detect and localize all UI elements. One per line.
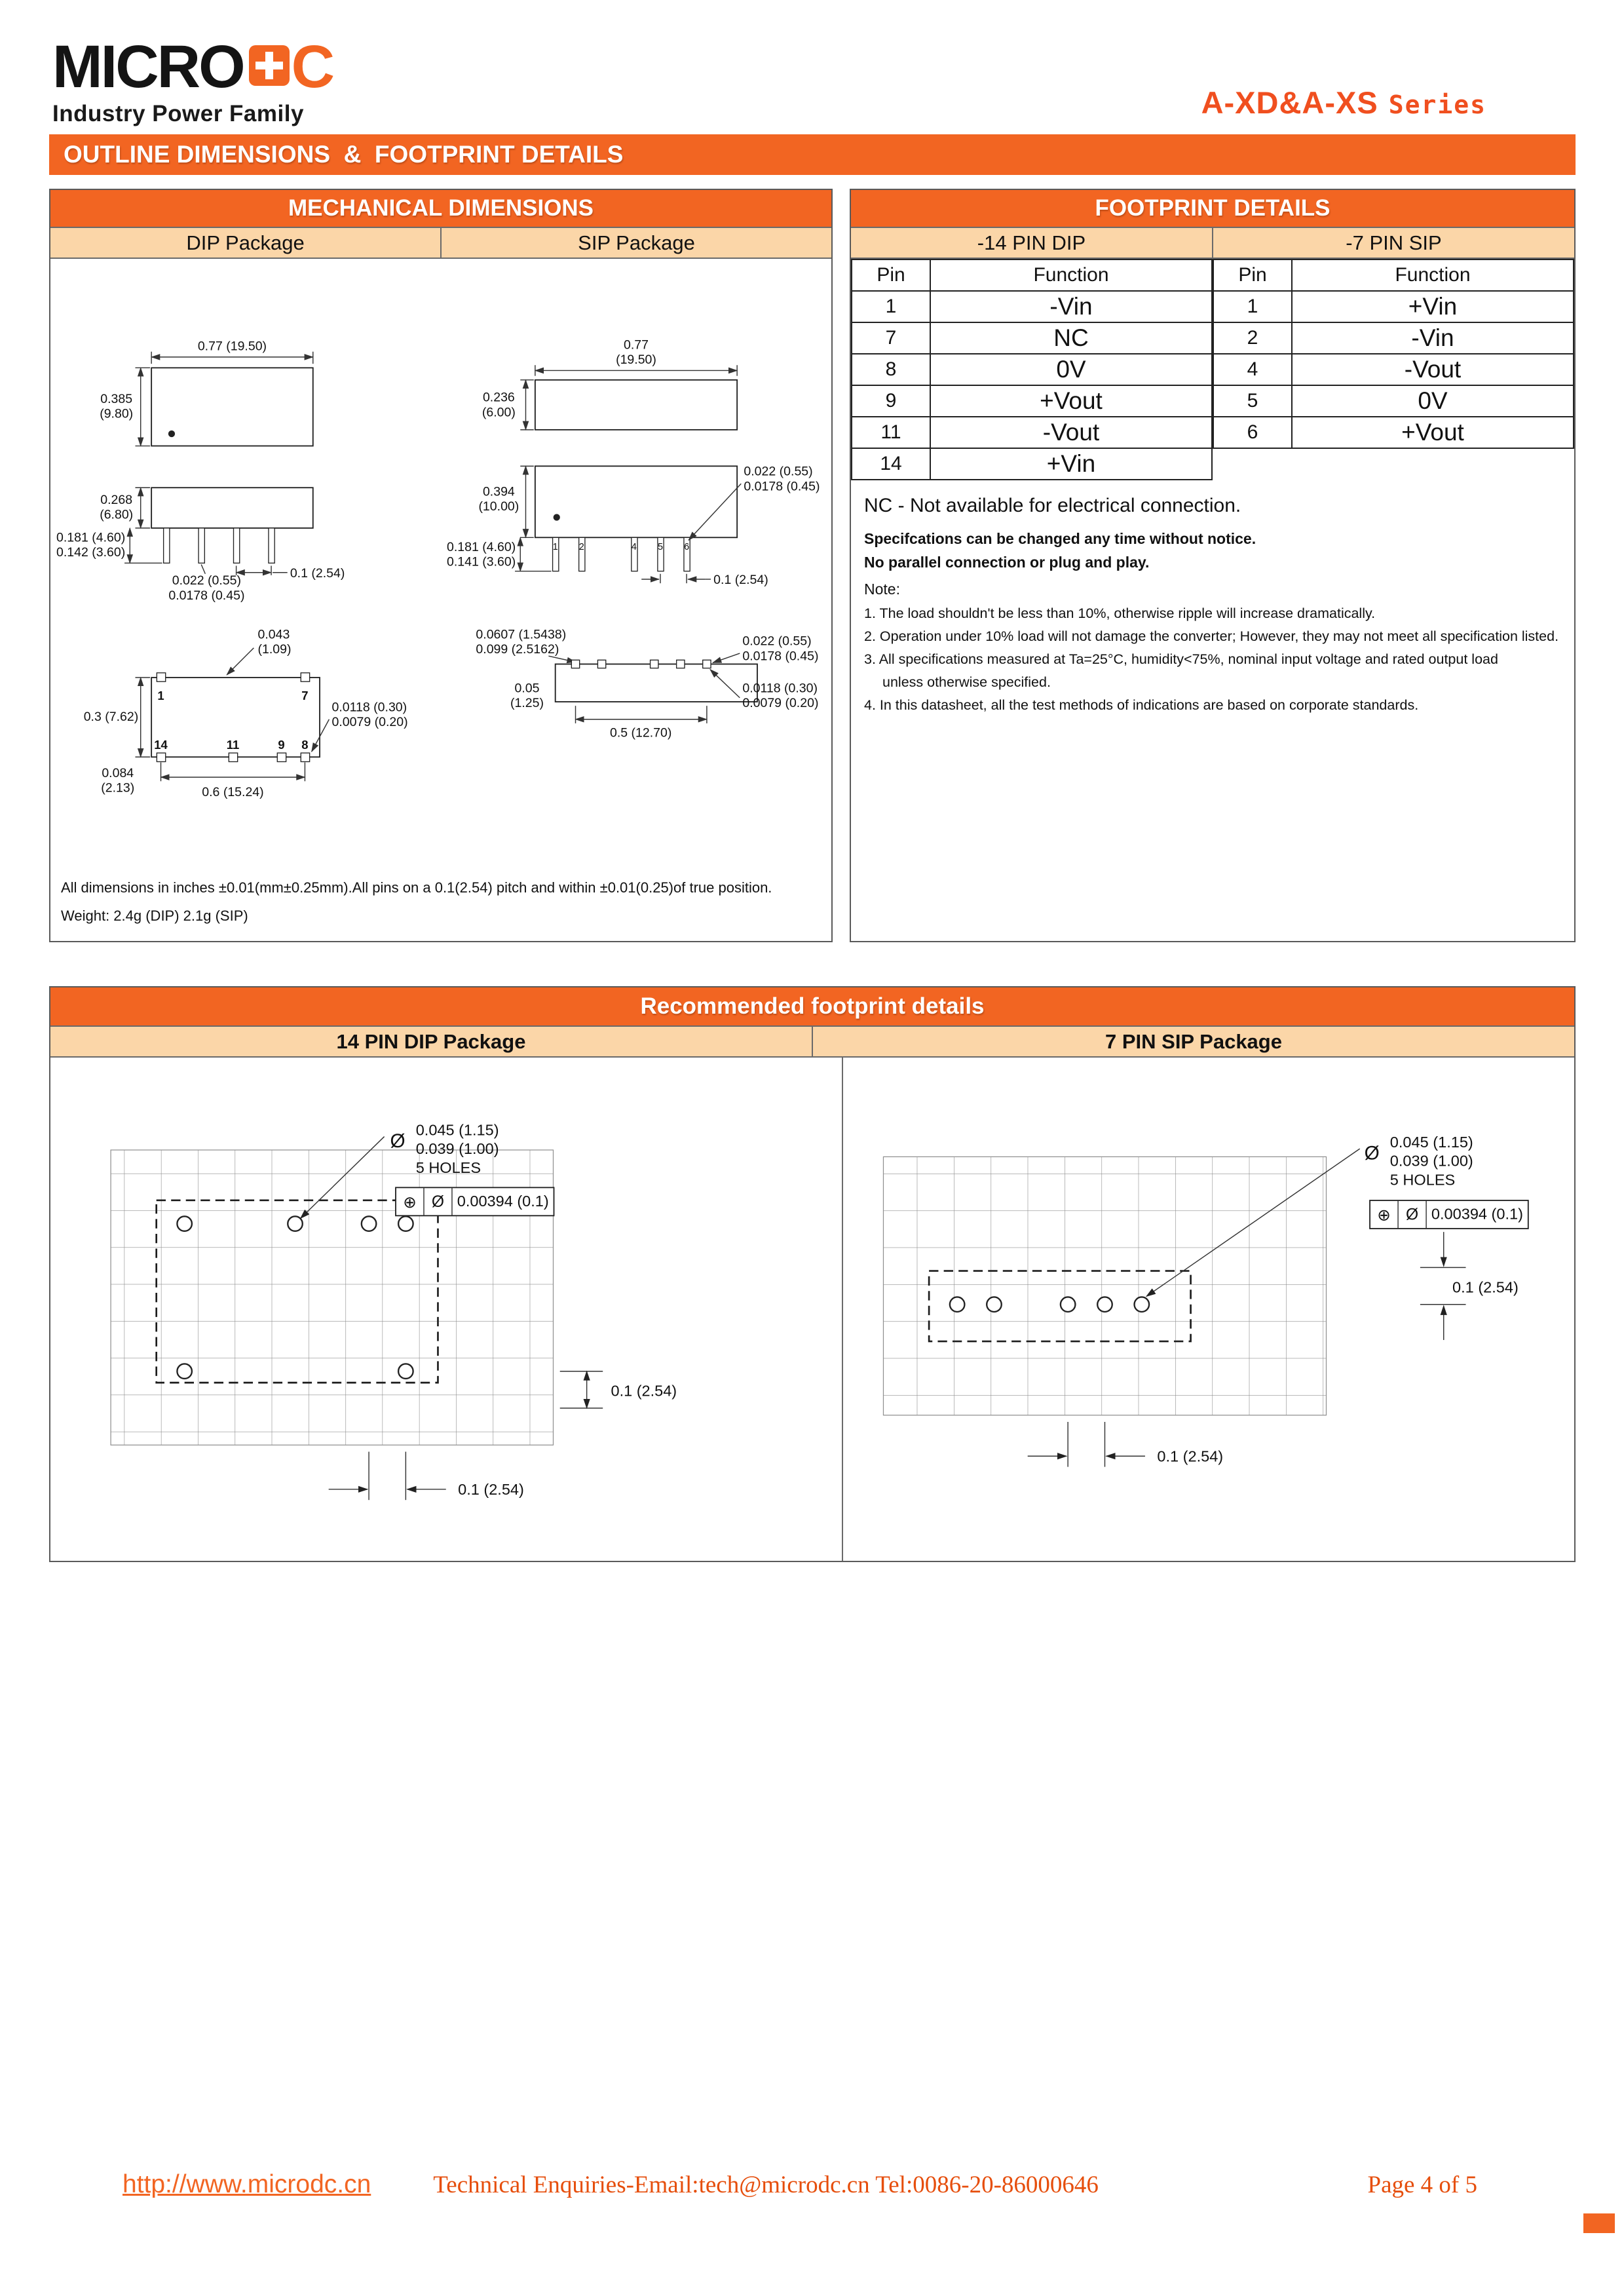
function-value: -Vin — [930, 291, 1212, 322]
dim-label: 0.3 (7.62) — [83, 709, 139, 724]
pin — [164, 528, 170, 563]
mechanical-dimensions-box — [49, 189, 833, 942]
hole — [398, 1364, 413, 1379]
dim-label: 0.043 — [257, 627, 290, 642]
dim-label: 0.6 (15.24) — [202, 784, 264, 799]
table-row — [1213, 322, 1574, 354]
function-column-header: Function — [930, 259, 1212, 291]
dim-label: 0.77 (19.50) — [197, 339, 267, 354]
package-outline — [151, 368, 313, 446]
position-symbol: ⊕ — [403, 1194, 417, 1212]
function-value: 0V — [930, 354, 1212, 385]
sip-footprint-header: 7 PIN SIP Package — [812, 1027, 1574, 1056]
dip-pin-table-header: -14 PIN DIP — [977, 231, 1086, 254]
package-body — [151, 488, 313, 528]
dimensions-footnote: All dimensions in inches ±0.01(mm±0.25mm).All pins on a 0.1(2.54) pitch and within ±0.01(0.25)of true position. — [61, 879, 772, 896]
package-subheader — [50, 227, 831, 259]
dim-label: 0.0079 (0.20) — [331, 715, 408, 730]
pin-number-label: 9 — [278, 737, 285, 752]
pin-value: 9 — [852, 385, 930, 417]
dim-label: (1.09) — [257, 642, 292, 657]
table-row — [852, 291, 1212, 322]
function-value: +Vin — [930, 448, 1212, 480]
website-link[interactable]: http://www.microdc.cn — [123, 2170, 371, 2198]
pad — [301, 753, 309, 761]
pin-number-label: 4 — [631, 541, 637, 552]
function-value: -Vin — [1292, 322, 1574, 354]
pin-number-label: 8 — [301, 737, 309, 752]
dim-label: 0.142 (3.60) — [56, 545, 126, 560]
table-row — [852, 354, 1212, 385]
diameter-symbol: Ø — [390, 1130, 406, 1152]
dip-footprint-cell — [50, 1058, 843, 1561]
dim-label: (10.00) — [478, 499, 519, 514]
sip-package-header: SIP Package — [440, 228, 831, 258]
dim-label: 0.0118 (0.30) — [742, 681, 818, 696]
dim-label: 0.1 (2.54) — [713, 573, 768, 588]
function-value: -Vout — [930, 417, 1212, 448]
footprint-subheader — [50, 1025, 1574, 1058]
note-label: Note: — [864, 581, 900, 598]
series-name: A-XD&A-XS — [1201, 85, 1378, 120]
dip-footprint-drawing — [50, 1063, 842, 1552]
note-item: 4. In this datasheet, all the test methods of indications are based on corporate standards. — [864, 697, 1419, 713]
pin-column-header: Pin — [852, 259, 930, 291]
footer — [49, 2170, 1576, 2199]
footer-corner-mark — [1583, 2213, 1615, 2233]
logo-plus-icon — [249, 45, 290, 86]
pad — [597, 660, 605, 668]
outline-section — [49, 189, 1576, 942]
tolerance-value: 0.00394 (0.1) — [457, 1192, 549, 1210]
dim-label: 0.084 — [102, 766, 134, 781]
no-parallel-note: No parallel connection or plug and play. — [864, 553, 1150, 571]
sip-pin-table-header: -7 PIN SIP — [1212, 228, 1574, 258]
table-row — [852, 417, 1212, 448]
pitch-label: 0.1 (2.54) — [611, 1382, 677, 1400]
dim-label: 0.0079 (0.20) — [742, 696, 819, 711]
hole — [177, 1364, 192, 1379]
pad — [677, 660, 685, 668]
dim-label: 0.385 — [100, 391, 133, 406]
pin — [198, 528, 204, 563]
nc-note: NC - Not available for electrical connection. — [864, 495, 1241, 516]
tolerance-frame — [1370, 1200, 1528, 1229]
sip-footprint-cell — [843, 1058, 1574, 1561]
package-body — [535, 466, 737, 537]
pad — [277, 753, 286, 761]
pin — [234, 528, 240, 563]
hole-diameter-max: 0.045 (1.15) — [1389, 1134, 1473, 1151]
logo — [52, 33, 335, 127]
dim-label: 0.394 — [482, 484, 515, 499]
header — [52, 33, 1486, 127]
sip-pin-table — [1213, 259, 1574, 449]
pitch-label: 0.1 (2.54) — [1156, 1447, 1223, 1465]
pin-table-subheader — [851, 227, 1574, 259]
sip-mechanical-drawing — [441, 265, 831, 874]
function-column-header: Function — [1292, 259, 1574, 291]
function-value: -Vout — [1292, 354, 1574, 385]
pad — [301, 673, 309, 681]
table-header-row — [852, 259, 1212, 291]
dim-label: 0.0178 (0.45) — [744, 479, 820, 494]
pad — [157, 673, 165, 681]
note-item: 1. The load shouldn't be less than 10%, otherwise ripple will increase dramatically. — [864, 605, 1376, 622]
logo-text: MICRO — [52, 33, 244, 100]
diameter-symbol: Ø — [431, 1193, 445, 1212]
footprint-notes — [851, 480, 1574, 723]
dim-label: 0.181 (4.60) — [447, 539, 516, 554]
pin1-dot — [554, 514, 560, 520]
dip-mechanical-drawing — [50, 265, 441, 874]
mechanical-title: MECHANICAL DIMENSIONS — [50, 190, 831, 227]
pin-number-label: 6 — [684, 541, 690, 552]
table-row — [852, 322, 1212, 354]
pin-value: 1 — [852, 291, 930, 322]
hole — [362, 1216, 377, 1231]
pin-number-label: 1 — [552, 541, 558, 552]
footprint-drawings — [50, 1058, 1574, 1561]
dim-label: 0.0178 (0.45) — [168, 588, 245, 603]
hole — [288, 1216, 303, 1231]
spec-change-note: Specifcations can be changed any time without notice. — [864, 530, 1256, 547]
dim-label: 0.099 (2.5162) — [476, 642, 559, 657]
dim-label: 0.05 — [514, 681, 540, 696]
dip-package-header: DIP Package — [186, 231, 305, 254]
dim-label: (19.50) — [616, 353, 656, 368]
table-row — [852, 385, 1212, 417]
pin-value: 14 — [852, 448, 930, 480]
dim-label: 0.022 (0.55) — [744, 464, 813, 479]
pin-value: 6 — [1213, 417, 1292, 448]
dip-bottom-view — [84, 627, 408, 799]
function-value: NC — [930, 322, 1212, 354]
hole-diameter-max: 0.045 (1.15) — [415, 1121, 499, 1139]
dim-label: 0.77 — [624, 337, 649, 353]
note-item-continuation: unless otherwise specified. — [882, 674, 1051, 690]
hole-diameter-min: 0.039 (1.00) — [415, 1140, 499, 1158]
pin1-dot — [168, 430, 175, 437]
vertical-pitch-dim — [1420, 1232, 1518, 1340]
dip-pin-table — [851, 259, 1213, 480]
vertical-pitch-dim — [560, 1371, 677, 1408]
pad — [157, 753, 165, 761]
dim-label: 0.0178 (0.45) — [742, 649, 819, 664]
pad — [229, 753, 237, 761]
table-row — [1213, 291, 1574, 322]
hole-diameter-min: 0.039 (1.00) — [1389, 1152, 1473, 1170]
note-item: 2. Operation under 10% load will not damage the converter; However, they may not meet all specification listed. — [864, 628, 1559, 645]
hole — [949, 1297, 964, 1312]
pitch-label: 0.1 (2.54) — [1452, 1278, 1519, 1296]
dim-label: (6.80) — [100, 507, 134, 522]
hole — [398, 1216, 413, 1231]
hole-spec — [1364, 1134, 1473, 1188]
diameter-symbol: Ø — [1364, 1142, 1380, 1164]
table-header-row — [1213, 259, 1574, 291]
pin-number-label: 5 — [657, 541, 663, 552]
hole — [1060, 1297, 1075, 1312]
dim-label: (2.13) — [101, 780, 135, 795]
dim-label: (6.00) — [482, 405, 516, 420]
tolerance-frame — [396, 1187, 554, 1215]
pin — [269, 528, 274, 563]
dim-label: 0.181 (4.60) — [56, 530, 126, 545]
outline-section-banner: OUTLINE DIMENSIONS & FOOTPRINT DETAILS — [49, 134, 1576, 175]
position-symbol: ⊕ — [1376, 1206, 1391, 1225]
pin-number-label: 2 — [578, 541, 584, 552]
hole — [987, 1297, 1002, 1312]
recommended-banner: Recommended footprint details — [50, 987, 1574, 1025]
dim-label: 0.236 — [482, 390, 515, 405]
hole-count: 5 HOLES — [415, 1158, 482, 1176]
logo-subtitle: Industry Power Family — [52, 101, 304, 126]
pin-number-label: 14 — [154, 737, 168, 752]
dim-label: 0.0118 (0.30) — [331, 700, 407, 715]
pin-function-tables — [851, 259, 1574, 480]
footprint-details-box — [850, 189, 1576, 942]
note-item: 3. All specifications measured at Ta=25°C, humidity<75%, nominal input voltage and rated output load — [864, 651, 1498, 668]
package-outline — [556, 664, 757, 702]
footprint-title: FOOTPRINT DETAILS — [851, 190, 1574, 227]
sip-top-view — [482, 338, 737, 430]
contact-info: Technical Enquiries-Email:tech@microdc.cn Tel:0086-20-86000646 — [433, 2172, 1099, 2198]
hole — [177, 1216, 192, 1231]
recommended-footprint-section — [49, 986, 1576, 1562]
pin-number-label: 11 — [226, 737, 240, 752]
series-title — [1201, 85, 1486, 127]
page-number: Page 4 of 5 — [1367, 2172, 1477, 2198]
dim-label: 0.268 — [100, 492, 133, 507]
pin-number-label: 7 — [301, 688, 309, 702]
dim-label: 0.022 (0.55) — [172, 573, 242, 588]
hole — [1097, 1297, 1112, 1312]
horizontal-pitch-dim — [329, 1452, 524, 1501]
dip-top-view — [100, 339, 313, 446]
dim-label: 0.1 (2.54) — [290, 565, 345, 581]
horizontal-pitch-dim — [1027, 1422, 1222, 1467]
function-value: +Vout — [1292, 417, 1574, 448]
series-suffix: Series — [1388, 90, 1486, 119]
pin-column-header: Pin — [1213, 259, 1292, 291]
dim-label: 0.141 (3.60) — [447, 554, 516, 569]
pin-value: 2 — [1213, 322, 1292, 354]
pitch-label: 0.1 (2.54) — [458, 1481, 524, 1499]
grid — [883, 1157, 1326, 1415]
sip-front-view — [447, 465, 820, 587]
dim-label: (9.80) — [100, 406, 134, 421]
diameter-symbol: Ø — [1405, 1206, 1418, 1224]
pin-value: 7 — [852, 322, 930, 354]
table-row — [852, 448, 1212, 480]
tolerance-value: 0.00394 (0.1) — [1431, 1205, 1523, 1223]
function-value: 0V — [1292, 385, 1574, 417]
sip-bottom-view — [476, 627, 818, 740]
pin-value: 5 — [1213, 385, 1292, 417]
pin-number-label: 1 — [157, 688, 164, 702]
mechanical-drawings — [50, 259, 831, 874]
weight-footnote: Weight: 2.4g (DIP) 2.1g (SIP) — [61, 908, 248, 925]
package-outline — [535, 380, 737, 430]
pin-value: 4 — [1213, 354, 1292, 385]
pad — [571, 660, 579, 668]
dim-label: 0.0607 (1.5438) — [476, 627, 567, 642]
dim-label: (1.25) — [510, 696, 544, 711]
dip-side-view — [56, 488, 345, 603]
dim-label: 0.022 (0.55) — [742, 634, 812, 649]
table-row — [1213, 354, 1574, 385]
function-value: +Vout — [930, 385, 1212, 417]
hole — [1134, 1297, 1149, 1312]
pin-value: 8 — [852, 354, 930, 385]
mechanical-footnotes — [50, 874, 831, 941]
logo-c: C — [291, 33, 335, 100]
sip-footprint-drawing — [843, 1063, 1574, 1553]
dip-footprint-header: 14 PIN DIP Package — [336, 1029, 526, 1053]
hole-count: 5 HOLES — [1389, 1171, 1455, 1189]
dim-label: 0.5 (12.70) — [609, 725, 672, 740]
pad — [703, 660, 711, 668]
table-row — [1213, 417, 1574, 448]
function-value: +Vin — [1292, 291, 1574, 322]
table-row — [1213, 385, 1574, 417]
pad — [651, 660, 658, 668]
pin-value: 11 — [852, 417, 930, 448]
pin-value: 1 — [1213, 291, 1292, 322]
